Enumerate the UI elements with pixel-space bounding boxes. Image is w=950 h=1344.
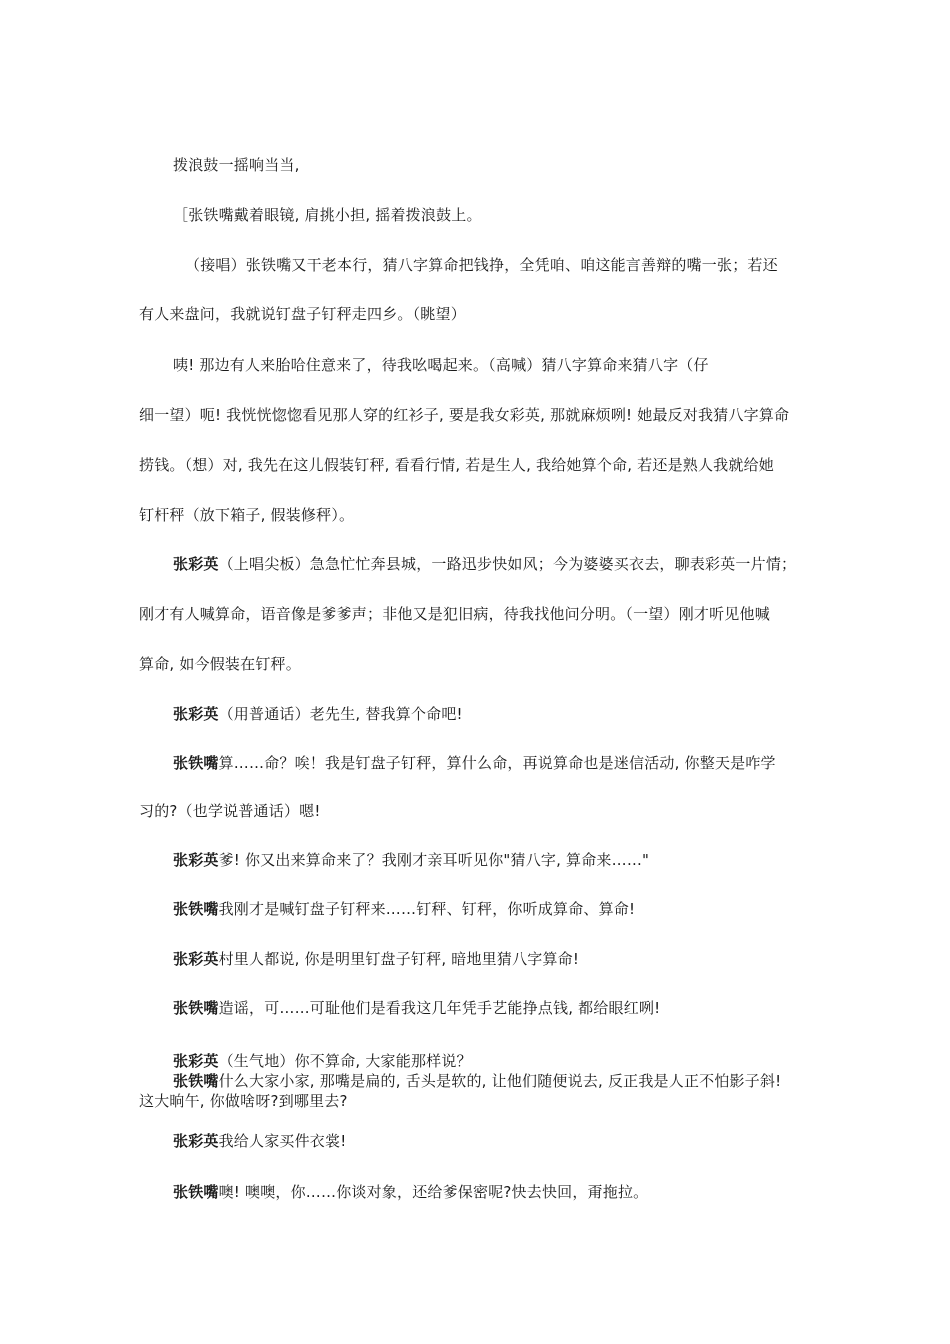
text-line: 这大晌午, 你做啥呀?到哪里去? (139, 1092, 348, 1110)
dialogue-line: 张铁嘴噢! 噢噢，你……你谈对象，还给爹保密呢?快去快回，甭拖拉。 (173, 1183, 649, 1201)
text-line: 习的?（也学说普通话）嗯! (139, 802, 321, 820)
dialogue-line: 张铁嘴我刚才是喊钉盘子钉秤来……钉秤、钉秤，你听成算命、算命! (173, 900, 636, 918)
speaker-name: 张彩英 (173, 950, 219, 968)
text-line: 钉杆秤（放下箱子, 假装修秤）。 (139, 506, 355, 524)
dialogue-line: 张铁嘴什么大家小家, 那嘴是扁的, 舌头是软的, 让他们随便说去, 反正我是人正不怕影子斜! (173, 1072, 782, 1090)
dialogue-line: 张彩英村里人都说, 你是明里钉盘子钉秤, 暗地里猜八字算命! (173, 950, 580, 968)
text-line: 咦! 那边有人来胎哈住意来了，待我吆喝起来。（高喊）猜八字算命来猜八字（仔 (173, 356, 709, 374)
dialogue-line: 张彩英（生气地）你不算命, 大家能那样说？ (173, 1052, 472, 1070)
dialogue-line: 张铁嘴造谣，可……可耻他们是看我这几年凭手艺能挣点钱, 都给眼红咧! (173, 999, 661, 1017)
text-line: 细一望）呃! 我恍恍惚惚看见那人穿的红衫子, 要是我女彩英, 那就麻烦咧! 她最反对我猜八字算命 (139, 406, 790, 424)
dialogue-line: 张彩英爹! 你又出来算命来了？我刚才亲耳听见你"猜八字, 算命来……" (173, 851, 650, 869)
dialogue-line: 张彩英（上唱尖板）急急忙忙奔县城，一路迅步快如风；今为婆婆买衣去，聊表彩英一片情； (173, 555, 797, 573)
speaker-name: 张铁嘴 (173, 1072, 219, 1090)
dialogue-line: 张彩英我给人家买件衣裳! (173, 1132, 347, 1150)
dialogue-line: 张彩英（用普通话）老先生, 替我算个命吧! (173, 705, 463, 723)
text-line: 拨浪鼓一摇响当当, (173, 156, 300, 174)
speaker-name: 张铁嘴 (173, 1183, 219, 1201)
speaker-name: 张彩英 (173, 705, 219, 723)
speaker-name: 张彩英 (173, 555, 219, 573)
speaker-name: 张铁嘴 (173, 999, 219, 1017)
speaker-name: 张彩英 (173, 1052, 219, 1070)
speaker-name: 张铁嘴 (173, 754, 219, 772)
text-line: 算命, 如今假装在钉秤。 (139, 655, 301, 673)
text-line: 捞钱。（想）对, 我先在这儿假装钉秤, 看看行情, 若是生人, 我给她算个命, 若还是熟人我就给她 (139, 456, 774, 474)
speaker-name: 张彩英 (173, 1132, 219, 1150)
speaker-name: 张铁嘴 (173, 900, 219, 918)
text-line: 刚才有人喊算命，语音像是爹爹声；非他又是犯旧病，待我找他问分明。（一望）刚才听见他喊 (139, 605, 770, 623)
text-line: 有人来盘问，我就说钉盘子钉秤走四乡。（眺望） (139, 305, 466, 323)
text-line: （接唱）张铁嘴又干老本行，猜八字算命把钱挣，全凭咱、咱这能言善辩的嘴一张；若还 (185, 256, 778, 274)
dialogue-line: 张铁嘴算……命？唉！我是钉盘子钉秤，算什么命，再说算命也是迷信活动, 你整天是咋学 (173, 754, 776, 772)
speaker-name: 张彩英 (173, 851, 219, 869)
stage-direction: ［张铁嘴戴着眼镜, 肩挑小担, 摇着拨浪鼓上。 (173, 206, 482, 224)
